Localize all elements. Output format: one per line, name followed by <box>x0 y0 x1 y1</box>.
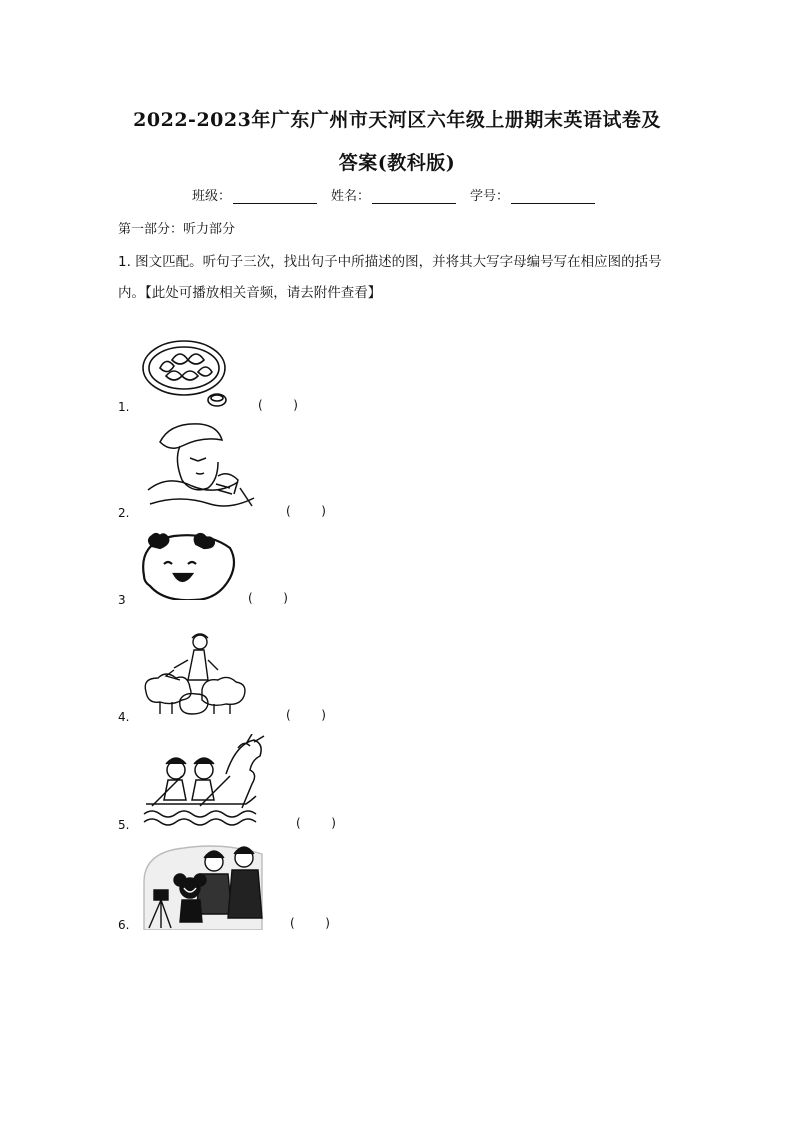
answer-blank[interactable]: ( ) <box>286 504 326 518</box>
section-heading: 第一部分：听力部分 <box>118 222 236 237</box>
class-field <box>192 185 317 204</box>
class-blank[interactable] <box>233 190 317 204</box>
answer-blank[interactable]: ( ) <box>248 591 288 605</box>
dragon-boat-icon <box>142 734 268 826</box>
answer-blank[interactable]: ( ) <box>286 708 326 722</box>
id-blank[interactable] <box>511 190 595 204</box>
item-number: 1. <box>118 400 130 414</box>
item-number: 2. <box>118 506 130 520</box>
page-title-line1: 2022-2023年广东广州市天河区六年级上册期末英语试卷及 <box>133 109 661 131</box>
answer-blank[interactable]: ( ) <box>258 398 298 412</box>
item-number: 6. <box>118 918 130 932</box>
family-photo-icon <box>140 842 264 930</box>
item-number: 4. <box>118 710 130 724</box>
answer-blank[interactable]: ( ) <box>296 816 336 830</box>
class-label: 班级： <box>192 189 232 204</box>
item-number: 3 <box>118 593 126 607</box>
id-field <box>470 185 595 204</box>
smiling-girl-icon <box>138 530 238 600</box>
question-instruction: 1. 图文匹配。听句子三次，找出句子中所描述的图，并将其大写字母编号写在相应图的括号内。【此处可播放相关音频，请去附件查看】 <box>118 254 662 301</box>
id-label: 学号： <box>470 189 510 204</box>
feeding-sheep-icon <box>140 630 254 718</box>
student-info <box>192 185 609 204</box>
item-number: 5. <box>118 818 130 832</box>
name-field <box>331 185 456 204</box>
dumplings-plate-icon <box>140 338 230 410</box>
sick-person-icon <box>140 418 258 510</box>
name-blank[interactable] <box>372 190 456 204</box>
name-label: 姓名： <box>331 189 371 204</box>
answer-blank[interactable]: ( ) <box>290 916 330 930</box>
page-title-line2: 答案(教科版) <box>338 152 456 174</box>
